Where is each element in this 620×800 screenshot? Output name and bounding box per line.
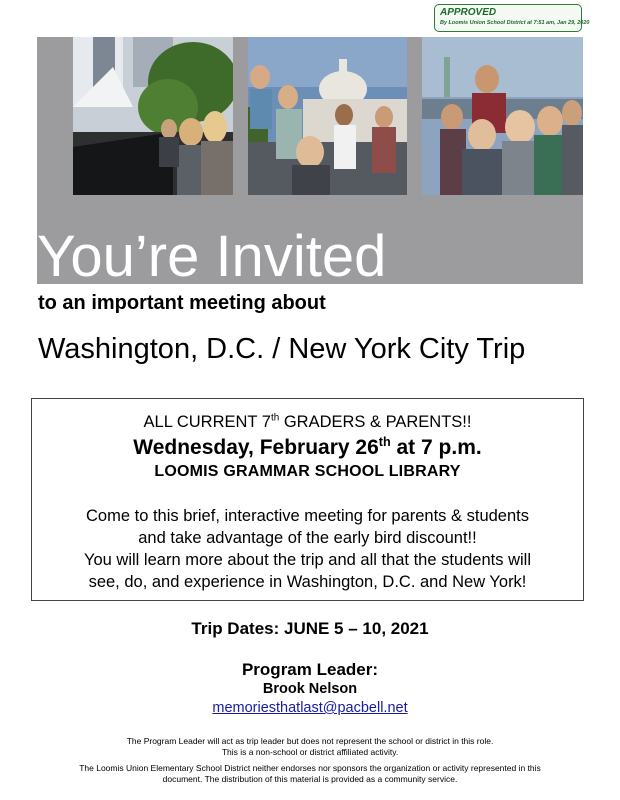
meeting-date: Wednesday, February 26th at 7 p.m. xyxy=(133,435,482,459)
program-leader-label: Program Leader: xyxy=(241,660,379,679)
disclaimer-line: document. The distribution of this material is provided as a community service. xyxy=(162,774,458,784)
stamp-subtitle: By Loomis Union School District at 7:51 am, Jan 29, 2020 xyxy=(440,20,590,26)
stamp-title: APPROVED xyxy=(440,7,497,18)
description-line: Come to this brief, interactive meeting for parents & students xyxy=(86,507,529,525)
email-link[interactable]: memoriesthatlast@pacbell.net xyxy=(212,700,408,716)
disclaimer-line: This is a non-school or district affiliated activity. xyxy=(221,747,399,757)
disclaimer-line: The Program Leader will act as trip leader but does not represent the school or district in this role. xyxy=(126,736,494,746)
disclaimer-leader xyxy=(0,736,620,758)
program-leader-name: Brook Nelson xyxy=(262,681,358,697)
approved-stamp xyxy=(434,4,590,32)
liberty-group-photo xyxy=(422,37,583,195)
trip-title: Washington, D.C. / New York City Trip xyxy=(38,333,526,365)
description-line: and take advantage of the early bird discount!! xyxy=(138,529,477,547)
meeting-details-box xyxy=(31,398,584,601)
description-line: You will learn more about the trip and all that the students will xyxy=(84,551,531,569)
trip-dates: Trip Dates: JUNE 5 – 10, 2021 xyxy=(191,619,429,638)
disclaimer-line: The Loomis Union Elementary School District neither endorses nor sponsors the organization or activity represented in this xyxy=(79,763,541,773)
meeting-location: LOOMIS GRAMMAR SCHOOL LIBRARY xyxy=(154,463,461,480)
disclaimer-district xyxy=(0,763,620,785)
capitol-photo xyxy=(248,37,407,195)
audience-line: ALL CURRENT 7th GRADERS & PARENTS!! xyxy=(143,412,472,431)
memorial-photo xyxy=(73,37,233,195)
description-line: see, do, and experience in Washington, D.C. and New York! xyxy=(88,573,527,591)
meeting-description xyxy=(32,505,583,593)
program-leader-email xyxy=(0,700,620,716)
header-banner xyxy=(37,37,583,284)
subheadline: to an important meeting about xyxy=(38,292,326,314)
invited-headline: You’re Invited xyxy=(37,224,387,284)
